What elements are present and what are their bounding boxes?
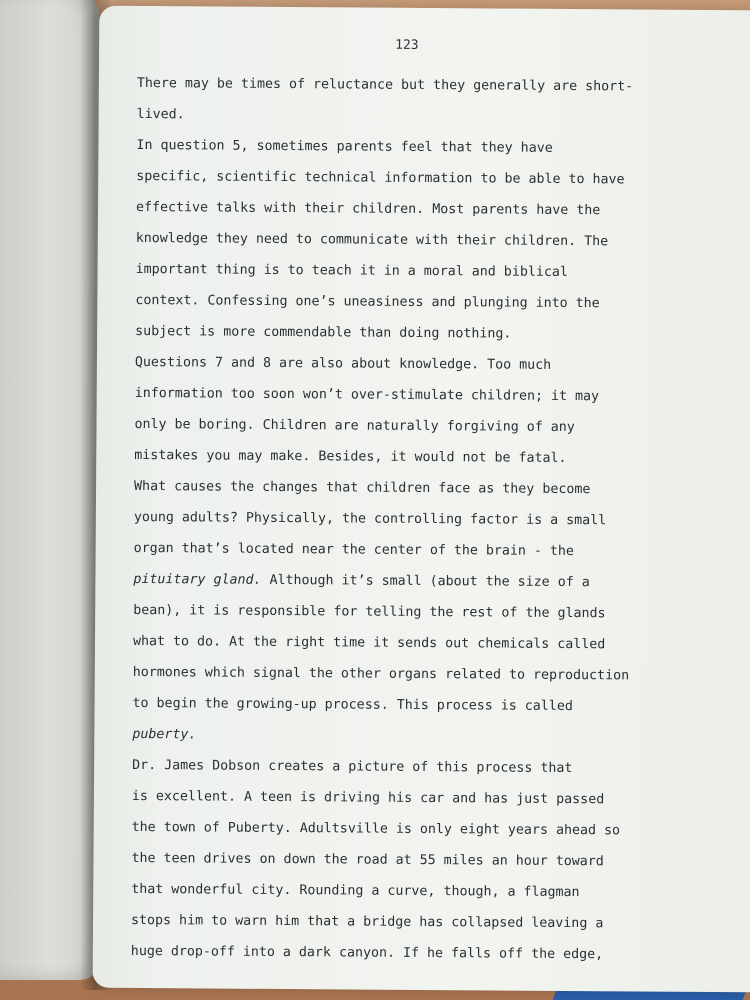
- text-line: what to do. At the right time it sends out chemicals called: [132, 633, 606, 653]
- text-line: stops him to warn him that a bridge has collapsed leaving a: [130, 912, 604, 932]
- text-line: the town of Puberty. Adultsville is only eight years ahead so: [131, 819, 621, 839]
- text-line: specific, scientific technical information to be able to have: [136, 168, 625, 188]
- text-line: effective talks with their children. Most parents have the: [135, 199, 601, 219]
- text-line: that wonderful city. Rounding a curve, though, a flagman: [131, 881, 580, 901]
- text-line: [133, 572, 589, 590]
- text-line: information too soon won’t over-stimulate children; it may: [134, 385, 600, 405]
- text-line: is excellent. A teen is driving his car and has just passed: [131, 788, 605, 808]
- text-line: There may be times of reluctance but they generally are short-: [136, 75, 634, 95]
- text-emphasis: puberty.: [132, 726, 197, 743]
- text-emphasis: pituitary gland.: [133, 571, 262, 588]
- right-page: [93, 6, 750, 993]
- text-line-rest: Although it’s small (about the size of a: [261, 572, 590, 591]
- page-number: 123: [395, 37, 419, 53]
- text-line: [132, 727, 196, 742]
- text-line: In question 5, sometimes parents feel that they have: [136, 137, 553, 156]
- text-line: Questions 7 and 8 are also about knowledge. Too much: [134, 354, 552, 373]
- text-line: Dr. James Dobson creates a picture of this process that: [132, 757, 573, 777]
- text-line: only be boring. Children are naturally forgiving of any: [134, 416, 575, 436]
- text-line: hormones which signal the other organs related to reproduction: [132, 664, 630, 684]
- text-line: context. Confessing one’s uneasiness and plunging into the: [135, 292, 600, 312]
- text-line: knowledge they need to communicate with their children. The: [135, 230, 609, 250]
- text-line: important thing is to teach it in a moral and biblical: [135, 261, 568, 280]
- text-line: organ that’s located near the center of the brain - the: [133, 540, 575, 560]
- text-line: subject is more commendable than doing nothing.: [135, 323, 512, 342]
- text-line: bean), it is responsible for telling the rest of the glands: [133, 602, 606, 622]
- text-line: mistakes you may make. Besides, it would not be fatal.: [134, 447, 567, 466]
- text-line: the teen drives on down the road at 55 miles an hour toward: [131, 850, 604, 870]
- text-line: huge drop-off into a dark canyon. If he falls off the edge,: [130, 943, 604, 963]
- text-line: lived.: [136, 106, 185, 123]
- text-line: young adults? Physically, the controlling factor is a small: [133, 509, 607, 529]
- text-line: to begin the growing-up process. This process is called: [132, 695, 573, 715]
- text-line: What causes the changes that children face as they become: [134, 478, 591, 498]
